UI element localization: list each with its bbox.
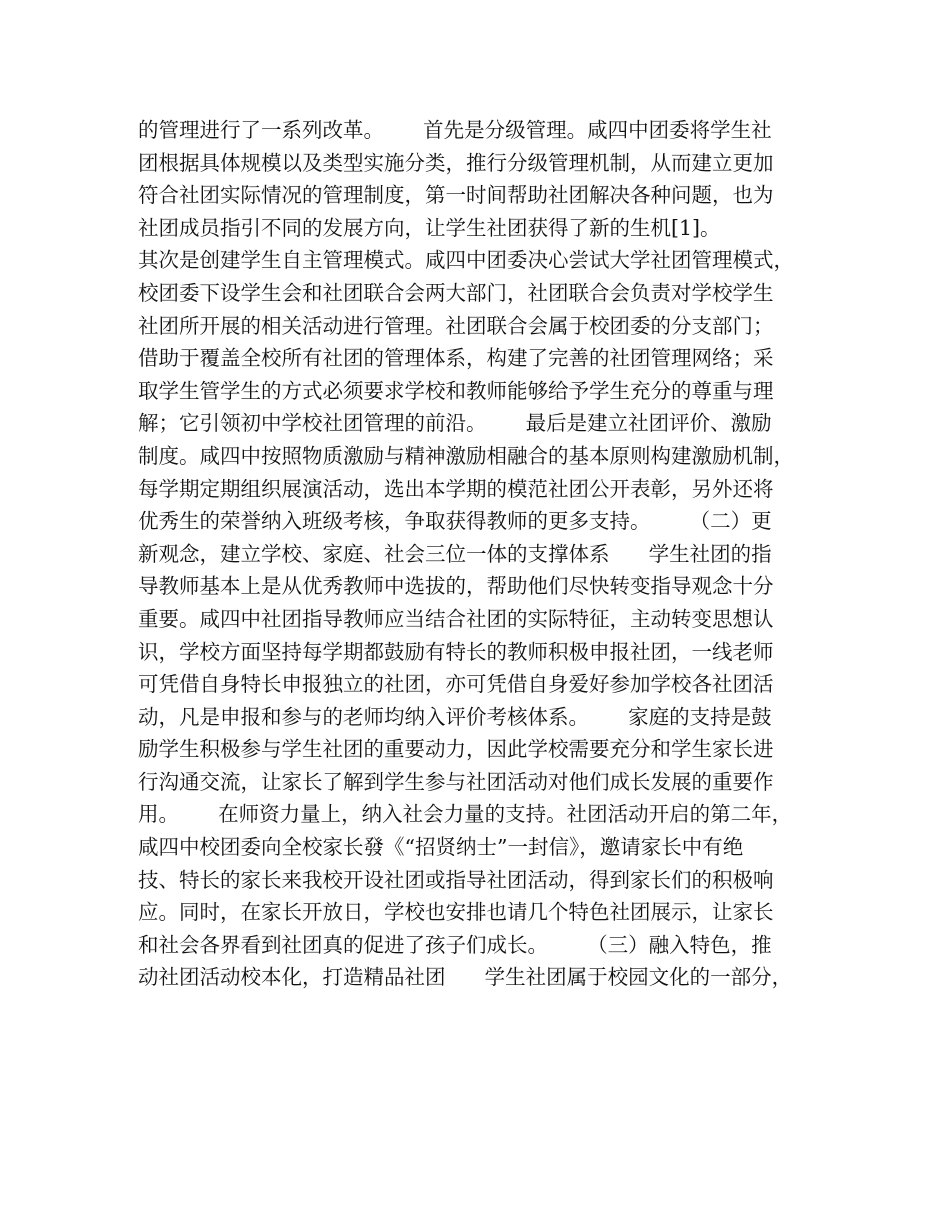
text-line: 可凭借自身特长申报独立的社团，亦可凭借自身爱好参加学校各社团活	[138, 672, 774, 697]
text-line: 符合社团实际情况的管理制度，第一时间帮助社团解决各种问题，也为	[138, 183, 774, 208]
text-line: 校团委下设学生会和社团联合会两大部门，社团联合会负责对学校学生	[138, 280, 774, 305]
text-line: 行沟通交流，让家长了解到学生参与社团活动对他们成长发展的重要作	[138, 769, 774, 794]
text-line: 取学生管学生的方式必须要求学校和教师能够给予学生充分的尊重与理	[138, 378, 774, 403]
text-line: 导教师基本上是从优秀教师中选拔的，帮助他们尽快转变指导观念十分	[138, 574, 774, 599]
text-line: 其次是创建学生自主管理模式。咸四中团委决心尝试大学社团管理模式，	[138, 248, 794, 273]
text-line: 咸四中校团委向全校家长發《“招贤纳士”一封信》，邀请家长中有绝	[138, 835, 744, 860]
text-line: 借助于覆盖全校所有社团的管理体系，构建了完善的社团管理网络；采	[138, 346, 774, 371]
text-line: 制度。咸四中按照物质激励与精神激励相融合的基本原则构建激励机制，	[138, 443, 794, 468]
text-line: 动，凡是申报和参与的老师均纳入评价考核体系。 家庭的支持是鼓	[138, 704, 772, 729]
text-line: 优秀生的荣誉纳入班级考核，争取获得教师的更多支持。 （二）更	[138, 509, 772, 534]
text-line: 应。同时，在家长开放日，学校也安排也请几个特色社团展示，让家长	[138, 900, 774, 925]
text-line: 技、特长的家长来我校开设社团或指导社团活动，得到家长们的积极响	[138, 867, 774, 892]
text-line: 重要。咸四中社团指导教师应当结合社团的实际特征，主动转变思想认	[138, 606, 774, 631]
text-line: 新观念，建立学校、家庭、社会三位一体的支撑体系 学生社团的指	[138, 541, 772, 566]
text-line: 团根据具体规模以及类型实施分类，推行分级管理机制，从而建立更加	[138, 150, 774, 175]
text-line: 励学生积极参与学生社团的重要动力，因此学校需要充分和学生家长进	[138, 737, 774, 762]
text-line: 识，学校方面坚持每学期都鼓励有特长的教师积极申报社团，一线老师	[138, 639, 774, 664]
body-text	[138, 114, 828, 994]
text-line: 的管理进行了一系列改革。 首先是分级管理。咸四中团委将学生社	[138, 118, 772, 142]
text-line: 社团成员指引不同的发展方向，让学生社团获得了新的生机[1]。	[138, 215, 721, 240]
text-line: 用。 在师资力量上，纳入社会力量的支持。社团活动开启的第二年，	[138, 802, 793, 827]
text-line: 动社团活动校本化，打造精品社团 学生社团属于校园文化的一部分，	[138, 965, 793, 990]
text-line: 社团所开展的相关活动进行管理。社团联合会属于校团委的分支部门；	[138, 313, 774, 338]
text-line: 和社会各界看到社团真的促进了孩子们成长。 （三）融入特色，推	[138, 932, 772, 957]
text-line: 解；它引领初中学校社团管理的前沿。 最后是建立社团评价、激励	[138, 411, 772, 436]
text-line: 每学期定期组织展演活动，选出本学期的模范社团公开表彰，另外还将	[138, 476, 774, 501]
